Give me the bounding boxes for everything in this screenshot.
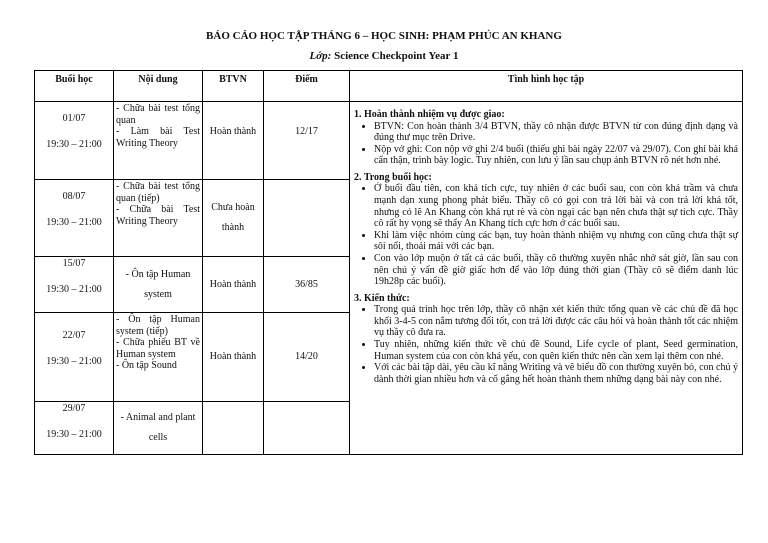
report-title: BÁO CÁO HỌC TẬP THÁNG 6 – HỌC SINH: PHẠM PHÚC AN KHANG xyxy=(206,30,562,42)
session-time: 19:30 – 21:00 xyxy=(46,428,102,440)
score-cell xyxy=(264,402,350,455)
content-line: - Chữa phiếu BT về Human system xyxy=(116,337,200,360)
session-cell xyxy=(35,257,114,313)
col-header-progress: Tình hình học tập xyxy=(350,71,743,102)
report-list xyxy=(354,304,738,385)
content-line: - Animal and plant cells xyxy=(120,412,196,443)
col-header-content: Nội dung xyxy=(114,71,203,102)
content-line: - Chữa bài test tổng quan (tiếp) xyxy=(116,181,200,204)
session-time: 19:30 – 21:00 xyxy=(46,216,102,228)
content-line: - Ôn tập Human system xyxy=(125,268,191,300)
table-row xyxy=(35,102,743,180)
report-heading: 2. Trong buổi học: xyxy=(354,171,432,183)
report-table xyxy=(34,70,743,455)
report-item: • Ở buổi đầu tiên, con khá tích cực, tuy nhiên ở các buổi sau, con còn khá trầm và chưa mạnh dạn xung phong phát biểu. Thầy cô có gọi con trả lời bài và con trả lời khá tốt, nhưng có lẽ An Khang còn khá rụt rè và còn ngại các bạn nên chưa thật sự tích cực. Thầy cô rất hy vọng sẽ thấy An Khang tích cực hơn ở các buổi sau. xyxy=(374,183,738,229)
class-line xyxy=(0,50,768,62)
col-header-homework: BTVN xyxy=(203,71,264,102)
session-cell xyxy=(35,180,114,257)
homework-cell: Hoàn thành xyxy=(203,313,264,402)
session-time: 19:30 – 21:00 xyxy=(46,138,102,150)
report-item: • Trong quá trình học trên lớp, thầy cô nhận xét kiến thức tổng quan về các chủ đề đã học khối 3-4-5 con nắm tương đối tốt, con trả lời được các câu hỏi và hoàn thành tốt các nhiệm vụ thầy cô đưa ra. xyxy=(374,304,738,339)
class-label: Lớp: xyxy=(309,50,332,62)
session-date: 15/07 xyxy=(62,258,86,269)
header-row xyxy=(35,71,743,102)
report-item: • BTVN: Con hoàn thành 3/4 BTVN, thầy cô nhận được BTVN từ con đúng định dạng và đúng thư mục trên Drive. xyxy=(374,121,738,144)
content-line: - Chữa bài test tổng quan xyxy=(116,103,200,126)
session-time: 19:30 – 21:00 xyxy=(46,355,102,367)
session-cell xyxy=(35,402,114,455)
content-cell xyxy=(114,180,203,257)
report-item: • Nộp vở ghi: Con nộp vở ghi 2/4 buổi (thiếu ghi bài ngày 22/07 và 29/07). Con ghi bài khá cẩn thận, trình bày logic. Tuy nhiên, con lưu ý lần sau chụp ảnh BTVN rõ nét hơn nhé. xyxy=(374,144,738,167)
session-cell xyxy=(35,313,114,402)
content-line: - Ôn tập Human system (tiếp) xyxy=(116,314,200,337)
score-cell: 12/17 xyxy=(264,102,350,180)
content-line: - Chữa bài Test Writing Theory xyxy=(116,204,200,227)
report-item: • Con vào lớp muộn ở tất cả các buổi, thầy cô thường xuyên nhắc nhở sát giờ, lần sau con nên chú ý vấn đề giờ giấc hơn để vào lớp đúng thời gian (Thầy cô sẽ điểm danh lúc 19h28p các buổi). xyxy=(374,253,738,288)
homework-cell: Hoàn thành xyxy=(203,257,264,313)
content-line: - Làm bài Test Writing Theory xyxy=(116,126,200,149)
content-cell xyxy=(114,102,203,180)
content-cell xyxy=(114,257,203,313)
content-cell xyxy=(114,402,203,455)
content-cell xyxy=(114,313,203,402)
col-header-session: Buổi học xyxy=(35,71,114,102)
score-cell xyxy=(264,180,350,257)
report-heading: 3. Kiến thức: xyxy=(354,292,410,304)
homework-cell: Chưa hoàn thành xyxy=(203,180,264,257)
report-item: • Với các bài tập dài, yêu cầu kĩ năng Writing và vẽ biểu đồ con thường xuyên bỏ, con chú ý dành thời gian nhiều hơn và cố gắng hết hoàn thành them những dạng bài này con nhé. xyxy=(374,362,738,385)
col-header-score: Điểm xyxy=(264,71,350,102)
report-item: • Khi làm việc nhóm cùng các bạn, tuy hoàn thành nhiệm vụ nhưng con cũng chưa thật sự sôi nổi, thoải mái với các bạn. xyxy=(374,230,738,253)
score-cell: 14/20 xyxy=(264,313,350,402)
session-cell xyxy=(35,102,114,180)
session-date: 22/07 xyxy=(62,330,86,341)
class-value: Science Checkpoint Year 1 xyxy=(334,50,459,62)
score-cell: 36/85 xyxy=(264,257,350,313)
homework-cell: Hoàn thành xyxy=(203,102,264,180)
report-list xyxy=(354,183,738,287)
content-line: - Ôn tập Sound xyxy=(116,360,177,371)
session-date: 08/07 xyxy=(62,191,86,202)
report-list xyxy=(354,121,738,167)
progress-report-cell xyxy=(350,102,743,455)
session-time: 19:30 – 21:00 xyxy=(46,283,102,295)
report-item: • Tuy nhiên, những kiến thức về chủ đề Sound, Life cycle of plant, Seed germination, Human system của con còn khá yếu, con quên kiến thức nên cần xem lại thêm con nhé. xyxy=(374,339,738,362)
session-date: 29/07 xyxy=(62,403,86,414)
session-date: 01/07 xyxy=(62,113,86,124)
homework-cell xyxy=(203,402,264,455)
report-heading: 1. Hoàn thành nhiệm vụ được giao: xyxy=(354,109,505,120)
